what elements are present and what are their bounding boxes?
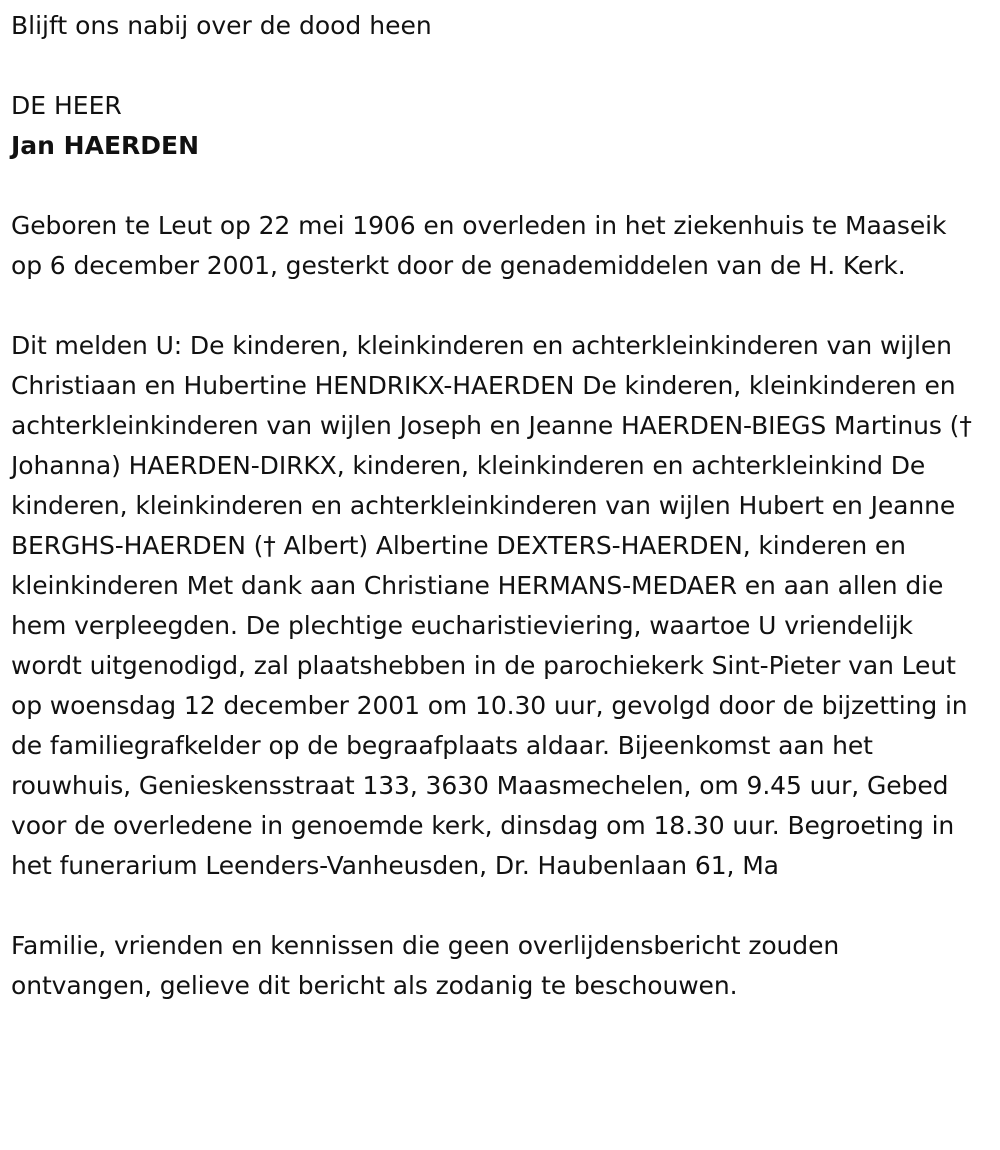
announcement-paragraph: Dit melden U: De kinderen, kleinkinderen en achterkleinkinderen van wijlen Christiaan en Hubertine HENDRIKX-HAERDEN De kinderen, kleinkinderen en achterkleinkinderen van wijlen Joseph en Jeanne HAERDEN-BIEGS Martinus († Johanna) HAERDEN-DIRKX, kinderen, kleinkinderen en achterkleinkind De kinderen, kleinkinderen en achterkleinkinderen van wijlen Hubert en Jeanne BERGHS-HAERDEN († Albert) Albertine DEXTERS-HAERDEN, kinderen en kleinkinderen Met dank aan Christiane HERMANS-MEDAER en aan allen die hem verpleegden. De plechtige eucharistieviering, waartoe U vriendelijk wordt uitgenodigd, zal plaatshebben in de parochiekerk Sint-Pieter van Leut op woensdag 12 december 2001 om 10.30 uur, gevolgd door de bijzetting in de familiegrafkelder op de begraafplaats aldaar. Bijeenkomst aan het rouwhuis, Genieskensstraat 133, 3630 Maasmechelen, om 9.45 uur, Gebed voor de overledene in genoemde kerk, dinsdag om 18.30 uur. Begroeting in het funerarium Leenders-Vanheusden, Dr. Haubenlaan 61, Ma xyxy=(11,331,972,880)
motto-line: Blijft ons nabij over de dood heen xyxy=(11,11,432,40)
closing-paragraph: Familie, vrienden en kennissen die geen overlijdensbericht zouden ontvangen, gelieve dit bericht als zodanig te beschouwen. xyxy=(11,931,840,1000)
honorific-title: DE HEER xyxy=(11,91,122,120)
birth-death-paragraph: Geboren te Leut op 22 mei 1906 en overleden in het ziekenhuis te Maaseik op 6 december 2001, gesterkt door de genademiddelen van de H. Kerk. xyxy=(11,211,947,280)
deceased-name: Jan HAERDEN xyxy=(11,131,200,160)
